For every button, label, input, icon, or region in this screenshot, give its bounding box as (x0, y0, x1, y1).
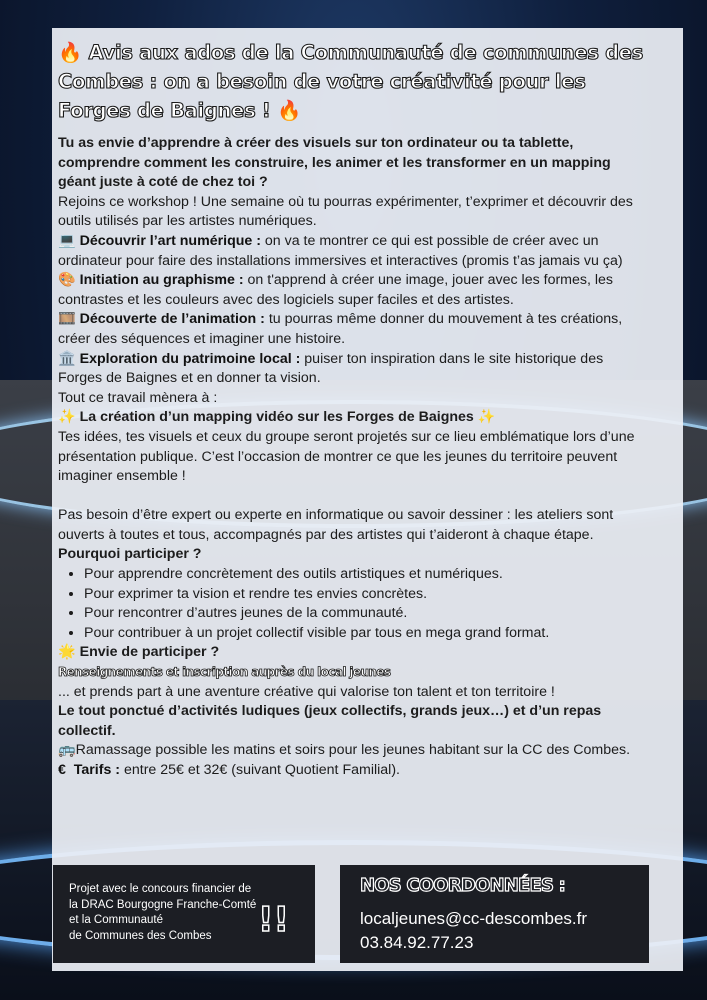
film-icon: 🎞️ (58, 311, 76, 328)
fire-icon: 🔥 (276, 99, 301, 122)
star-icon: 🌟 (58, 644, 76, 661)
ramassage-line (58, 741, 650, 761)
sparkles-icon: ✨ (58, 409, 76, 426)
feature-heritage (58, 350, 650, 389)
aventure-text: ... et prends part à une aventure créative qui valorise ton talent et ton territoire ! (58, 683, 555, 700)
contact-phone[interactable]: 03.84.92.77.23 (360, 933, 474, 952)
why-heading: Pourquoi participer ? (58, 546, 202, 563)
feature-animation (58, 310, 650, 349)
title-text: Avis aux ados de la Communauté de communes des Combes : on a besoin de votre créativité pour les Forges de Baignes ! (58, 41, 644, 122)
funding-line: et la Communauté (69, 914, 163, 926)
no-expert-text: Pas besoin d’être expert ou experte en informatique ou savoir dessiner : les ateliers sont ouverts à toutes et tous, accompagnés par des artistes qui t’aideront à chaque étape. (58, 507, 614, 543)
funding-line: Projet avec le concours financier de (69, 883, 252, 895)
contact-email[interactable]: localjeunes@cc-descombes.fr (360, 909, 588, 928)
ramassage-text: Ramassage possible les matins et soirs pour les jeunes habitant sur la CC des Combes. (75, 742, 631, 759)
feature-label: Exploration du patrimoine local : (79, 350, 301, 367)
list-item: • Pour exprimer ta vision et rendre tes envies concrètes. (84, 585, 650, 605)
funding-line: de Communes des Combes (69, 929, 212, 942)
tarifs-line (58, 761, 650, 781)
list-item: • Pour rencontrer d’autres jeunes de la communauté. (84, 604, 650, 624)
exclamation-mark: !! (257, 900, 289, 940)
tarifs-text: entre 25€ et 32€ (suivant Quotient Familial). (120, 762, 400, 778)
feature-graphics (58, 271, 650, 310)
flyer-content (58, 38, 650, 781)
lead-to: Tout ce travail mènera à : (58, 389, 218, 406)
feature-text: on t'apprend à créer une image, jouer avec les formes, les contrastes et les couleurs avec des logiciels super faciles et des artistes. (58, 272, 614, 308)
contact-box (340, 865, 649, 963)
feature-text: on va te montrer ce qui est possible de créer avec un ordinateur pour faire des installations immersives et interactives (promis t’as jamais vu ça) (58, 232, 623, 269)
funding-line: la DRAC Bourgogne Franche-Comté (69, 898, 257, 911)
projection-text: Tes idées, tes visuels et ceux du groupe seront projetés sur ce lieu emblématique lors d’une présentation publique. C’est l’occasion de montrer ce que les jeunes du territoire peuvent imaginer ensemble ! (58, 428, 635, 485)
envie-line (58, 643, 650, 663)
renseignements-text: Renseignements et inscription auprès du local jeunes (58, 665, 391, 680)
why-list (58, 565, 650, 643)
envie-label: Envie de participer ? (79, 644, 220, 661)
activites-text: Le tout ponctué d’activités ludiques (jeux collectifs, grands jeux…) et d’un repas collectif. (58, 703, 602, 739)
euro-icon: € (58, 762, 66, 778)
museum-icon: 🏛️ (58, 350, 76, 367)
feature-label: Découverte de l’animation : (79, 311, 265, 328)
highlight-mapping (58, 408, 650, 428)
intro-question: Tu as envie d’apprendre à créer des visuels sur ton ordinateur ou ta tablette, comprendre comment les construire, les animer et les transformer en un mapping géant juste à coté de chez toi ? (58, 135, 611, 191)
funding-box (53, 865, 315, 963)
feature-text: puiser ton inspiration dans le site historique des Forges de Baignes et en donner ta vision. (58, 350, 604, 387)
sparkles-icon: ✨ (477, 409, 496, 426)
list-item: • Pour contribuer à un projet collectif visible par tous en mega grand format. (84, 624, 650, 644)
intro-text: Rejoins ce workshop ! Une semaine où tu pourras expérimenter, t’exprimer et découvrir des outils utilisés par les artistes numériques. (58, 193, 633, 230)
palette-icon: 🎨 (58, 272, 76, 289)
feature-label: Initiation au graphisme : (79, 272, 244, 289)
contact-title: NOS COORDONNÉES : (360, 875, 566, 896)
fire-icon: 🔥 (58, 41, 82, 64)
feature-text: tu pourras même donner du mouvement à tes créations, créer des séquences et imaginer une histoire. (58, 311, 623, 347)
bus-icon: 🚌 (58, 742, 76, 759)
feature-label: Découvrir l’art numérique : (79, 232, 261, 249)
spacer (58, 487, 650, 507)
feature-digital-art (58, 232, 650, 271)
tarifs-label: Tarifs : (73, 762, 121, 778)
laptop-icon: 💻 (58, 232, 76, 249)
list-item: • Pour apprendre concrètement des outils artistiques et numériques. (84, 565, 650, 585)
flyer-title (58, 38, 650, 125)
highlight-text: La création d’un mapping vidéo sur les Forges de Baignes (79, 409, 474, 426)
